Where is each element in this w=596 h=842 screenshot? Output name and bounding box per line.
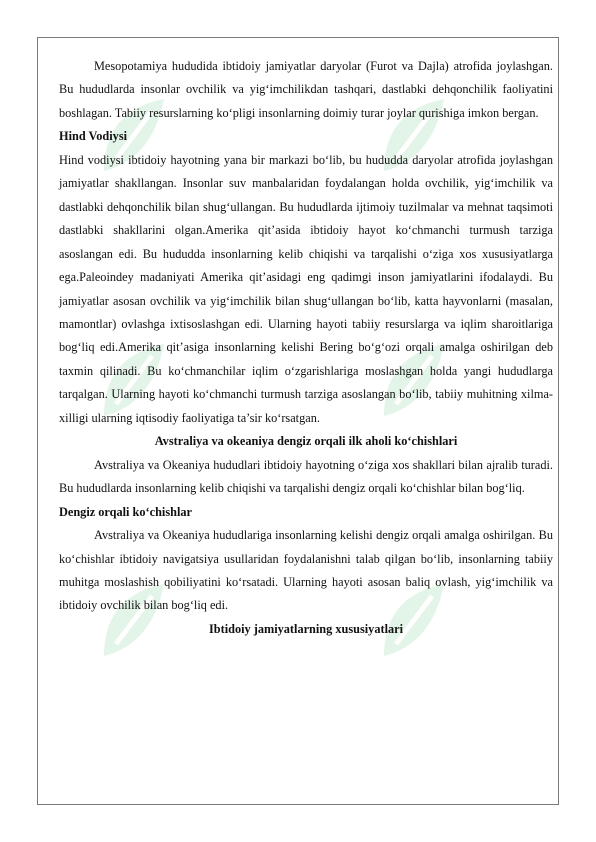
paragraph-hind-vodiysi: Hind vodiysi ibtidoiy hayotning yana bir markazi bo‘lib, bu hududda daryolar atrofida joylashgan jamiyatlar shakllangan. Insonlar suv manbalaridan foydalangan holda ovchilik, yig‘imchilik va dastlabki dehqonchilik bilan shug‘ullangan. Bu hududlarda ijtimoiy tuzilmalar va mehnat taqsimoti dastlabki shakllarini olgan.Amerika qit’asida ibtidoiy hayot ko‘chmanchi turmush tarziga asoslangan edi. Bu hududda insonlarning kelib chiqishi va tarqalishi o‘ziga xos xususiyatlarga ega.Paleoindey madaniyati Amerika qit’asidagi eng qadimgi inson jamiyatlarini ifodalaydi. Bu jamiyatlar asosan ovchilik va yig‘imchilik bilan shug‘ullangan bo‘lib, katta hayvonlarni (masalan, mamontlar) ovlashga ixtisoslashgan edi. Ularning hayoti tabiiy resurslarga va iqlim sharoitlariga bog‘liq edi.Amerika qit’asiga insonlarning kelishi Bering bo‘g‘ozi orqali amalga oshirilgan deb taxmin qilinadi. Bu ko‘chmanchilar iqlim o‘zgarishlariga moslashgan holda yangi hududlarga tarqalgan. Ularning hayoti ko‘chmanchi turmush tarziga asoslangan bo‘lib, tabiiy muhitning xilma-xilligi ularning iqtisodiy faoliyatiga ta’sir ko‘rsatgan. (59, 152, 553, 425)
paragraph-dengiz-orqali: Avstraliya va Okeaniya hududlariga insonlarning kelishi dengiz orqali amalga oshirilgan. Bu ko‘chishlar ibtidoiy navigatsiya usullaridan foydalanishni talab qilgan bo‘lib, insonlarning tabiiy muhitga moslashish qobiliyatini ko‘rsatadi. Ularning hayoti asosan baliq ovlash, yig‘imchilik va ibtidoiy ovchilik bilan bog‘liq edi. (59, 528, 553, 613)
heading-xususiyatlari: Ibtidoiy jamiyatlarning xususiyatlari (208, 621, 404, 636)
paragraph-avstraliya-intro: Avstraliya va Okeaniya hududlari ibtidoiy hayotning o‘ziga xos shakllari bilan ajralib turadi. Bu hududlarda insonlarning kelib chiqishi va tarqalishi dengiz orqali ko‘chishlar bilan bog‘liq. (59, 457, 553, 496)
paragraph-mesopotamia: Mesopotamiya hududida ibtidoiy jamiyatlar daryolar (Furot va Dajla) atrofida joylashgan. Bu hududlarda insonlar ovchilik va yig‘imchilikdan tashqari, dastlabki dehqonchilik faoliyatini boshlagan. Tabiiy resurslarning ko‘pligi insonlarning doimiy turar joylar qurishiga imkon bergan. (59, 59, 553, 120)
heading-dengiz-orqali: Dengiz orqali ko‘chishlar (59, 504, 192, 519)
heading-avstraliya-okeaniya: Avstraliya va okeaniya dengiz orqali ilk aholi ko‘chishlari (154, 434, 458, 449)
document-body (59, 55, 553, 641)
heading-hind-vodiysi: Hind Vodiysi (59, 129, 128, 144)
